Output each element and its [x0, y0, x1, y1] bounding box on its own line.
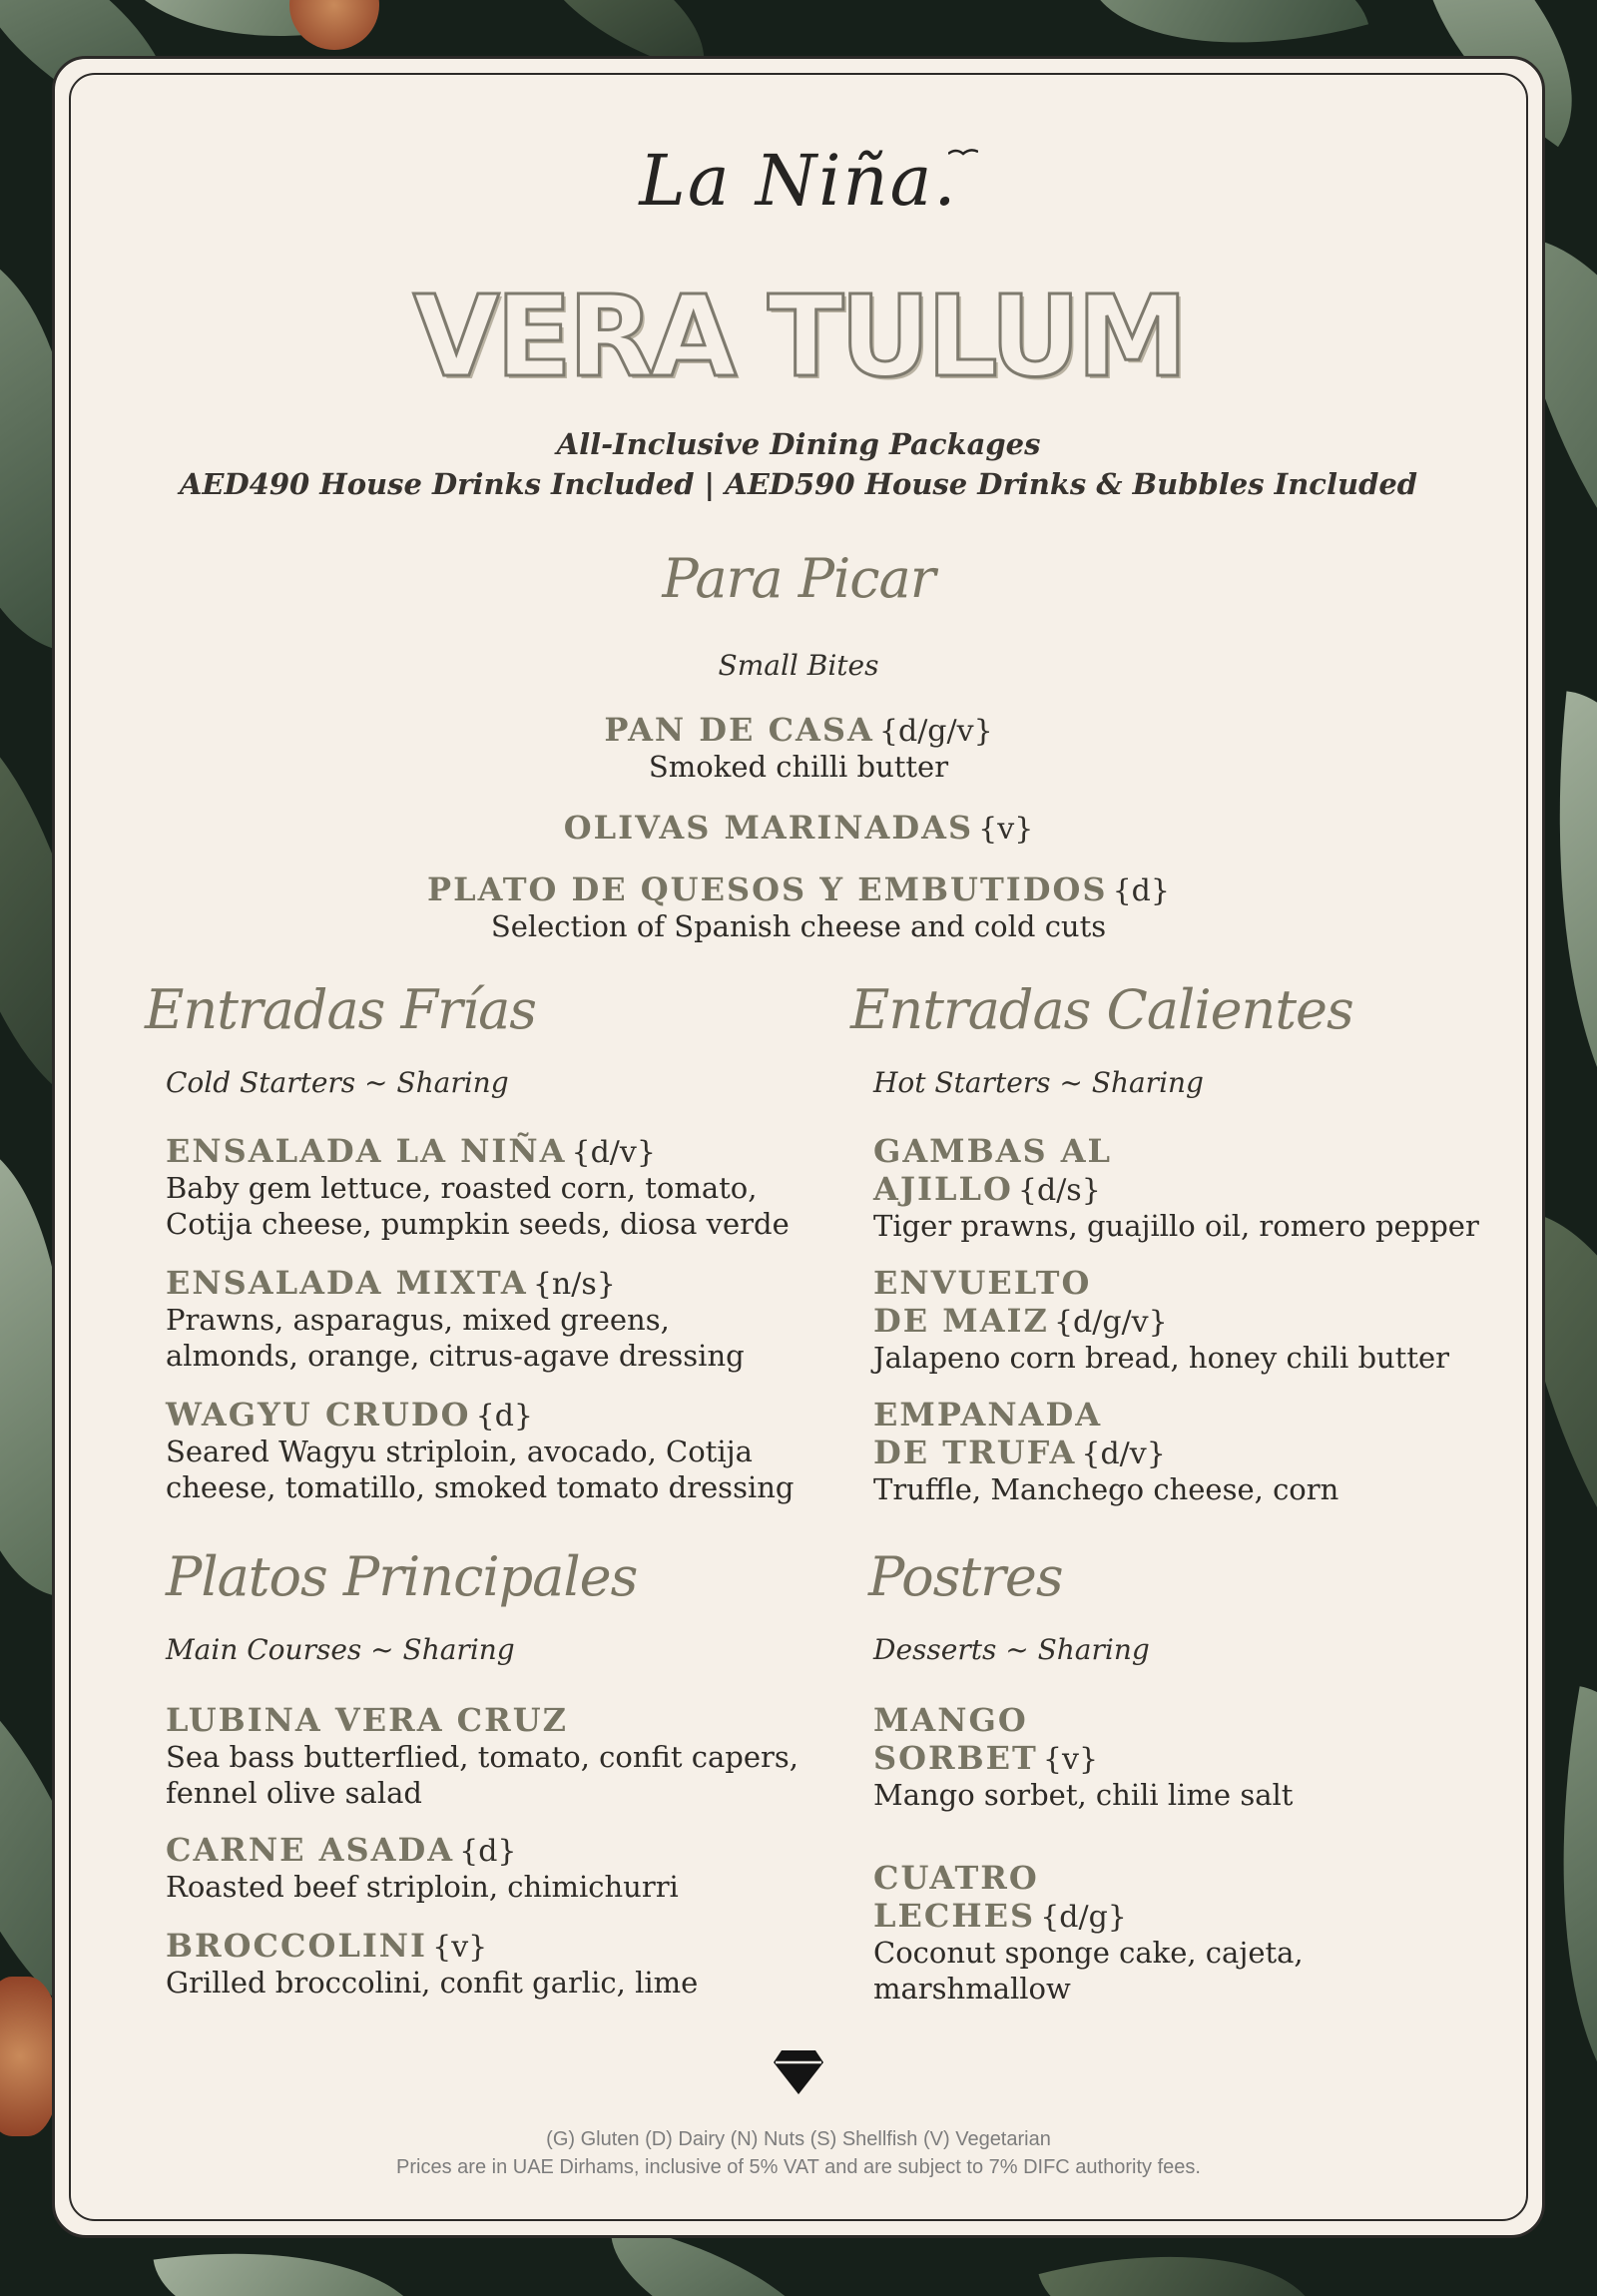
dish-name: SORBET — [873, 1739, 1038, 1777]
section-title-entradas-calientes: Entradas Calientes — [850, 978, 1353, 1041]
dish-name: CARNE ASADA — [166, 1831, 455, 1869]
menu-item — [873, 1264, 1449, 1376]
section-title-text: Entradas Frías — [145, 978, 537, 1041]
dish-tags: {d/g/v} — [1053, 1305, 1168, 1340]
menu-item — [873, 1859, 1304, 2007]
dish-tags: {d/g/v} — [878, 714, 993, 749]
menu-item — [0, 711, 1597, 749]
menu-item — [873, 1701, 1293, 1813]
section-subtitle-platos-principales: Main Courses ~ Sharing — [166, 1633, 515, 1666]
dish-description: Roasted beef striploin, chimichurri — [166, 1870, 679, 1904]
dish-description: Tiger prawns, guajillo oil, romero pepper — [873, 1209, 1479, 1243]
event-title: VERA TULUM — [412, 273, 1185, 402]
pricing-note: Prices are in UAE Dirhams, inclusive of 5% VAT and are subject to 7% DIFC authority fees. — [396, 2156, 1201, 2178]
dish-tags: {d/v} — [1081, 1436, 1166, 1471]
section-title-postres: Postres — [868, 1545, 1063, 1608]
menu-item — [166, 1701, 798, 1811]
menu-item — [166, 1132, 790, 1242]
dish-name: WAGYU CRUDO — [166, 1396, 471, 1434]
dish-description: Coconut sponge cake, cajeta, — [873, 1936, 1304, 1970]
dish-name: AJILLO — [873, 1170, 1013, 1208]
section-title-para-picar: Para Picar — [662, 547, 935, 610]
dish-description: Mango sorbet, chili lime salt — [873, 1778, 1294, 1812]
dish-description: Smoked chilli butter — [648, 750, 949, 784]
dish-name: ENSALADA MIXTA — [166, 1264, 528, 1302]
dish-tags: {d} — [459, 1834, 517, 1869]
dish-description: Grilled broccolini, confit garlic, lime — [166, 1966, 699, 2000]
allergen-legend: (G) Gluten (D) Dairy (N) Nuts (S) Shellfish (V) Vegetarian — [546, 2128, 1051, 2150]
menu-item — [0, 809, 1597, 847]
dish-name: PLATO DE QUESOS Y EMBUTIDOS — [427, 870, 1108, 908]
packages-heading: All-Inclusive Dining Packages — [556, 427, 1041, 461]
dish-description: Selection of Spanish cheese and cold cuts — [490, 909, 1107, 943]
brand-logo: La Niña. — [639, 140, 958, 222]
dish-description: Jalapeno corn bread, honey chili butter — [873, 1341, 1450, 1375]
dish-description: cheese, tomatillo, smoked tomato dressing — [166, 1470, 795, 1504]
section-subtitle-entradas-calientes: Hot Starters ~ Sharing — [873, 1066, 1204, 1099]
dish-name: EMPANADA — [873, 1396, 1103, 1434]
dish-description: Sea bass butterflied, tomato, confit capers, — [166, 1740, 798, 1774]
section-title-platos-principales: Platos Principales — [166, 1545, 638, 1608]
menu-item — [166, 1831, 679, 1905]
dish-name: CUATRO — [873, 1859, 1039, 1897]
dish-description: Prawns, asparagus, mixed greens, — [166, 1303, 670, 1337]
dish-name: BROCCOLINI — [166, 1927, 428, 1965]
dish-tags: {d/v} — [571, 1135, 656, 1170]
dish-tags: {v} — [432, 1930, 488, 1965]
dish-name: DE TRUFA — [873, 1434, 1077, 1471]
dish-tags: {d} — [475, 1399, 534, 1434]
dish-name: MANGO — [873, 1701, 1028, 1739]
section-title-entradas-frias — [145, 978, 536, 1041]
dish-name: PAN DE CASA — [604, 711, 874, 749]
menu-item — [166, 1927, 698, 2001]
dish-description: Seared Wagyu striploin, avocado, Cotija — [166, 1435, 753, 1468]
diamond-icon — [772, 2046, 825, 2096]
bird-icon — [948, 148, 978, 158]
dish-tags: {n/s} — [532, 1267, 616, 1302]
dish-description: Truffle, Manchego cheese, corn — [873, 1472, 1339, 1506]
dish-name: ENSALADA LA NIÑA — [166, 1132, 567, 1170]
section-subtitle-postres: Desserts ~ Sharing — [873, 1633, 1150, 1666]
dish-tags: {d} — [1112, 873, 1170, 908]
menu-item — [873, 1132, 1479, 1244]
packages-prices: AED490 House Drinks Included | AED590 House Drinks & Bubbles Included — [179, 467, 1418, 501]
dish-description: Cotija cheese, pumpkin seeds, diosa verde — [166, 1207, 790, 1241]
dish-name: DE MAIZ — [873, 1302, 1049, 1340]
dish-name: LUBINA VERA CRUZ — [166, 1701, 568, 1739]
dish-name: GAMBAS AL — [873, 1132, 1113, 1170]
dish-tags: {v} — [978, 812, 1034, 847]
dish-tags: {v} — [1042, 1742, 1099, 1777]
dish-name: ENVUELTO — [873, 1264, 1092, 1302]
menu-item — [873, 1396, 1338, 1507]
menu-item — [0, 870, 1597, 908]
dish-name: OLIVAS MARINADAS — [563, 809, 974, 847]
dish-tags: {d/g} — [1040, 1900, 1127, 1935]
dish-description: Baby gem lettuce, roasted corn, tomato, — [166, 1171, 758, 1205]
section-subtitle-para-picar: Small Bites — [718, 649, 879, 682]
section-subtitle-entradas-frias: Cold Starters ~ Sharing — [166, 1066, 509, 1099]
dish-description: almonds, orange, citrus-agave dressing — [166, 1339, 745, 1373]
dish-name: LECHES — [873, 1897, 1036, 1935]
dish-tags: {d/s} — [1017, 1173, 1101, 1208]
menu-item — [166, 1264, 745, 1374]
dish-description: fennel olive salad — [166, 1776, 422, 1810]
menu-item — [166, 1396, 794, 1505]
dish-description: marshmallow — [873, 1972, 1071, 2006]
